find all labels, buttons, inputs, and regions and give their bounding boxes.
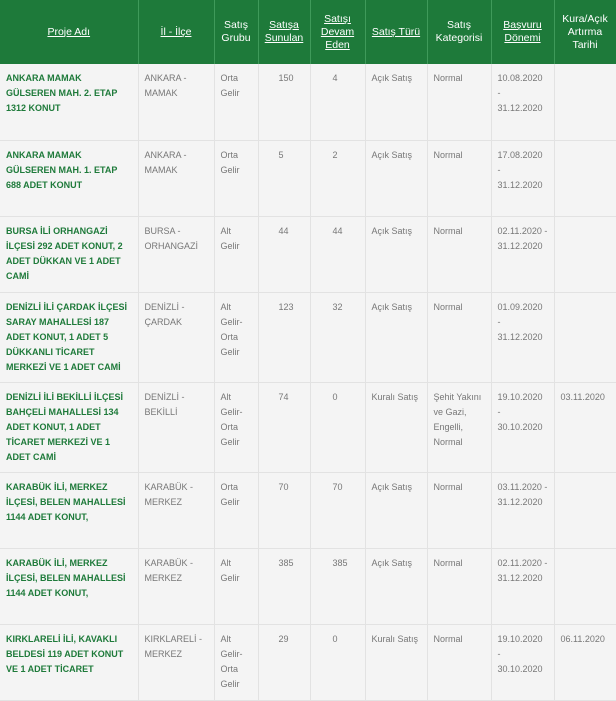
cell-satis-grubu: Orta Gelir — [214, 140, 258, 216]
column-header-satisi-devam-eden[interactable]: Satışı Devam Eden — [310, 0, 365, 64]
cell-satis-kategorisi: Normal — [427, 216, 491, 292]
cell-satis-turu: Açık Satış — [365, 292, 427, 382]
cell-proje-adi[interactable]: KARABÜK İLİ, MERKEZ İLÇESİ, BELEN MAHALLESİ 1144 ADET KONUT, — [0, 472, 138, 548]
cell-kura-tarihi: 06.11.2020 — [554, 624, 616, 700]
cell-satis-turu: Açık Satış — [365, 140, 427, 216]
cell-satis-turu: Kuralı Satış — [365, 624, 427, 700]
cell-satisa-sunulan: 123 — [258, 292, 310, 382]
cell-il-ilce: ANKARA - MAMAK — [138, 140, 214, 216]
cell-satis-kategorisi: Normal — [427, 140, 491, 216]
cell-satisi-devam-eden: 44 — [310, 216, 365, 292]
cell-proje-adi[interactable]: KARABÜK İLİ, MERKEZ İLÇESİ, BELEN MAHALLESİ 1144 ADET KONUT, — [0, 548, 138, 624]
cell-satis-kategorisi: Şehit Yakını ve Gazi, Engelli, Normal — [427, 382, 491, 472]
cell-basvuru-donemi: 02.11.2020 - 31.12.2020 — [491, 216, 554, 292]
cell-kura-tarihi: 03.11.2020 — [554, 382, 616, 472]
cell-satis-grubu: Alt Gelir — [214, 216, 258, 292]
cell-kura-tarihi — [554, 472, 616, 548]
cell-il-ilce: KARABÜK - MERKEZ — [138, 472, 214, 548]
table-row — [0, 292, 616, 382]
table-row — [0, 624, 616, 700]
cell-satisa-sunulan: 29 — [258, 624, 310, 700]
cell-kura-tarihi — [554, 140, 616, 216]
cell-satis-turu: Kuralı Satış — [365, 382, 427, 472]
cell-basvuru-donemi: 02.11.2020 - 31.12.2020 — [491, 548, 554, 624]
cell-kura-tarihi — [554, 64, 616, 140]
cell-satisa-sunulan: 74 — [258, 382, 310, 472]
cell-il-ilce: KIRKLARELİ - MERKEZ — [138, 624, 214, 700]
cell-satisa-sunulan: 150 — [258, 64, 310, 140]
table-row — [0, 140, 616, 216]
cell-satis-grubu: Alt Gelir-Orta Gelir — [214, 292, 258, 382]
cell-kura-tarihi — [554, 216, 616, 292]
column-header-satis-kategorisi: Satış Kategorisi — [427, 0, 491, 64]
column-header-basvuru-donemi[interactable]: Başvuru Dönemi — [491, 0, 554, 64]
cell-basvuru-donemi: 01.09.2020 - 31.12.2020 — [491, 292, 554, 382]
column-header-kura-tarihi: Kura/Açık Artırma Tarihi — [554, 0, 616, 64]
cell-proje-adi[interactable]: DENİZLİ İLİ BEKİLLİ İLÇESİ BAHÇELİ MAHALLESİ 134 ADET KONUT, 1 ADET TİCARET MERKEZİ VE 1 ADET CAMİ — [0, 382, 138, 472]
column-header-proje-adi[interactable]: Proje Adı — [0, 0, 138, 64]
cell-proje-adi[interactable]: ANKARA MAMAK GÜLSEREN MAH. 2. ETAP 1312 KONUT — [0, 64, 138, 140]
cell-satis-kategorisi: Normal — [427, 64, 491, 140]
column-header-satis-grubu: Satış Grubu — [214, 0, 258, 64]
cell-satis-turu: Açık Satış — [365, 472, 427, 548]
column-header-satis-turu[interactable]: Satış Türü — [365, 0, 427, 64]
cell-satisi-devam-eden: 385 — [310, 548, 365, 624]
column-header-satisa-sunulan[interactable]: Satışa Sunulan — [258, 0, 310, 64]
cell-basvuru-donemi: 19.10.2020 - 30.10.2020 — [491, 382, 554, 472]
cell-satisi-devam-eden: 0 — [310, 382, 365, 472]
cell-satisa-sunulan: 70 — [258, 472, 310, 548]
cell-satis-grubu: Alt Gelir-Orta Gelir — [214, 624, 258, 700]
cell-il-ilce: DENİZLİ - ÇARDAK — [138, 292, 214, 382]
cell-proje-adi[interactable]: KIRKLARELİ İLİ, KAVAKLI BELDESİ 119 ADET KONUT VE 1 ADET TİCARET — [0, 624, 138, 700]
table-header-row — [0, 0, 616, 64]
cell-satis-grubu: Orta Gelir — [214, 64, 258, 140]
cell-satis-turu: Açık Satış — [365, 64, 427, 140]
cell-basvuru-donemi: 17.08.2020 - 31.12.2020 — [491, 140, 554, 216]
cell-basvuru-donemi: 03.11.2020 - 31.12.2020 — [491, 472, 554, 548]
cell-proje-adi[interactable]: BURSA İLİ ORHANGAZİ İLÇESİ 292 ADET KONUT, 2 ADET DÜKKAN VE 1 ADET CAMİ — [0, 216, 138, 292]
cell-satisi-devam-eden: 4 — [310, 64, 365, 140]
table-row — [0, 548, 616, 624]
cell-il-ilce: BURSA - ORHANGAZİ — [138, 216, 214, 292]
cell-satis-grubu: Alt Gelir — [214, 548, 258, 624]
cell-satis-kategorisi: Normal — [427, 472, 491, 548]
cell-kura-tarihi — [554, 548, 616, 624]
cell-il-ilce: ANKARA - MAMAK — [138, 64, 214, 140]
cell-il-ilce: DENİZLİ - BEKİLLİ — [138, 382, 214, 472]
table-row — [0, 382, 616, 472]
cell-satisi-devam-eden: 2 — [310, 140, 365, 216]
cell-satis-grubu: Alt Gelir-Orta Gelir — [214, 382, 258, 472]
cell-il-ilce: KARABÜK - MERKEZ — [138, 548, 214, 624]
cell-proje-adi[interactable]: DENİZLİ İLİ ÇARDAK İLÇESİ SARAY MAHALLESİ 187 ADET KONUT, 1 ADET 5 DÜKKANLI TİCARET MERKEZİ VE 1 ADET CAMİ — [0, 292, 138, 382]
cell-satisi-devam-eden: 70 — [310, 472, 365, 548]
cell-satis-turu: Açık Satış — [365, 216, 427, 292]
table-row — [0, 216, 616, 292]
cell-satisi-devam-eden: 32 — [310, 292, 365, 382]
cell-satisa-sunulan: 385 — [258, 548, 310, 624]
cell-satis-kategorisi: Normal — [427, 624, 491, 700]
column-header-il-ilce[interactable]: İl - İlçe — [138, 0, 214, 64]
cell-satis-kategorisi: Normal — [427, 292, 491, 382]
cell-satis-grubu: Orta Gelir — [214, 472, 258, 548]
cell-satisa-sunulan: 44 — [258, 216, 310, 292]
cell-basvuru-donemi: 19.10.2020 - 30.10.2020 — [491, 624, 554, 700]
cell-kura-tarihi — [554, 292, 616, 382]
cell-satis-kategorisi: Normal — [427, 548, 491, 624]
table-row — [0, 64, 616, 140]
cell-satisi-devam-eden: 0 — [310, 624, 365, 700]
table-row — [0, 472, 616, 548]
cell-basvuru-donemi: 10.08.2020 - 31.12.2020 — [491, 64, 554, 140]
cell-satisa-sunulan: 5 — [258, 140, 310, 216]
cell-proje-adi[interactable]: ANKARA MAMAK GÜLSEREN MAH. 1. ETAP 688 ADET KONUT — [0, 140, 138, 216]
cell-satis-turu: Açık Satış — [365, 548, 427, 624]
